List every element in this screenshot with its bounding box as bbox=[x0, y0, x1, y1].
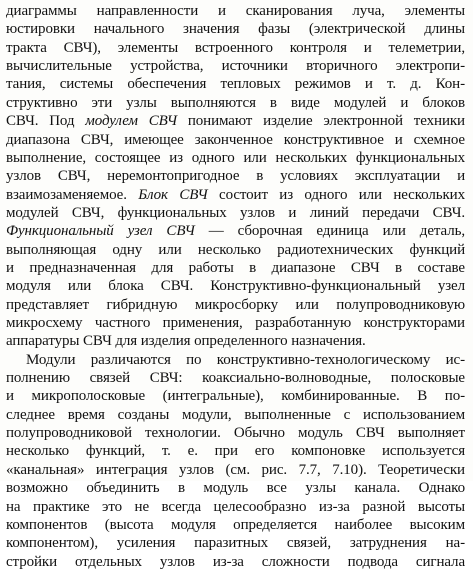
text-run: модулей СВЧ, функциональных узлов и линий передачи СВЧ. bbox=[6, 204, 465, 221]
text-run: «канальная» интеграция узлов (см. рис. 7.7, 7.10). Теоретически bbox=[6, 461, 465, 478]
text-line bbox=[6, 516, 465, 534]
text-line bbox=[26, 351, 465, 369]
text-run: и микрополосковые (интегральные), комбинированные. В по- bbox=[6, 388, 465, 405]
text-line bbox=[6, 534, 465, 552]
text-run: компонентом), усиления паразитных связей, затруднения на- bbox=[6, 535, 465, 552]
text-line bbox=[6, 20, 465, 38]
text-run: выполняющая одну или несколько радиотехнических функций bbox=[6, 241, 465, 258]
text-run: СВЧ. Под bbox=[6, 113, 86, 130]
text-line bbox=[6, 57, 465, 75]
text-run: модуля или блока СВЧ. Конструктивно-функциональный узел bbox=[6, 278, 465, 295]
text-run: микросхему частного применения, разработанную конструкторами bbox=[6, 315, 465, 331]
text-line bbox=[6, 461, 465, 479]
text-line bbox=[6, 131, 465, 149]
text-run: стройки отдельных узлов из-за сложности подвода сигнала bbox=[6, 553, 465, 570]
text-line bbox=[6, 259, 465, 277]
italic-term: модулем СВЧ bbox=[85, 113, 177, 130]
text-run: тракта СВЧ), элементы встроенного контроля и телеметрии, bbox=[6, 39, 465, 56]
text-run: возможно объединить в модуль все узлы канала. Однако bbox=[6, 480, 465, 497]
text-line bbox=[6, 39, 465, 57]
text-run: — сборочная единица или деталь, bbox=[194, 223, 465, 240]
text-line bbox=[6, 406, 465, 424]
text-line bbox=[6, 424, 465, 442]
text-line bbox=[6, 222, 465, 240]
text-line bbox=[6, 149, 465, 167]
text-run: понимают изделие электронной техники bbox=[177, 113, 465, 130]
text-run: Модули различаются по конструктивно-технологическому ис- bbox=[26, 351, 465, 368]
text-run: на практике это не всегда целесообразно из-за разной высоты bbox=[6, 498, 465, 515]
text-line bbox=[6, 442, 465, 460]
text-run: диаграммы направленности и сканирования луча, элементы bbox=[6, 3, 465, 19]
text-line bbox=[6, 241, 465, 259]
text-line bbox=[6, 2, 465, 20]
text-run: состоит из одного или нескольких bbox=[207, 186, 465, 203]
text-line bbox=[6, 112, 465, 130]
text-line bbox=[6, 277, 465, 295]
text-run: полнению связей СВЧ: коаксиально-волноводные, полосковые bbox=[6, 370, 465, 386]
text-run: выполнение, состоящее из одного или нескольких функциональных bbox=[6, 149, 465, 166]
text-line bbox=[6, 167, 465, 185]
text-line bbox=[6, 479, 465, 497]
text-run: аппаратуры СВЧ для изделия определенного назначения. bbox=[6, 333, 366, 350]
text-run: тания, системы обеспечения тепловых режимов и т. д. Кон- bbox=[6, 76, 465, 93]
text-line bbox=[6, 296, 465, 314]
text-run: полупроводниковой технологии. Обычно модуль СВЧ выполняет bbox=[6, 425, 465, 442]
text-run: компонентов (высота модуля определяется наиболее высоким bbox=[6, 516, 465, 533]
italic-term: Функциональный узел СВЧ bbox=[6, 223, 195, 240]
text-run: следнее время созданы модули, выполненные с использованием bbox=[6, 406, 465, 423]
text-run: структивно эти узлы выполняются в виде модулей и блоков bbox=[6, 94, 465, 111]
text-run: вычислительные устройства, источники вторичного электропи- bbox=[6, 58, 465, 75]
text-run: представляет гибридную микросборку или полупроводниковую bbox=[6, 296, 465, 313]
text-line bbox=[6, 186, 465, 204]
text-line bbox=[6, 332, 465, 350]
text-line bbox=[6, 553, 465, 571]
text-run: юстировки начального значения фазы (электрической длины bbox=[6, 21, 465, 38]
italic-term: Блок СВЧ bbox=[138, 186, 208, 203]
text-run: узлов СВЧ, неремонтопригодное в условиях эксплуатации и bbox=[6, 168, 465, 185]
text-run: взаимозаменяемое. bbox=[6, 186, 139, 203]
text-line bbox=[6, 498, 465, 516]
text-line bbox=[6, 94, 465, 112]
text-line bbox=[6, 314, 465, 332]
text-line bbox=[6, 387, 465, 405]
text-run: и предназначенная для работы в диапазоне СВЧ в составе bbox=[6, 259, 465, 276]
text-run: диапазона СВЧ, имеющее законченное конструктивное и схемное bbox=[6, 131, 465, 148]
text-run: несколько функций, т. е. при его компоновке используется bbox=[6, 443, 465, 460]
text-line bbox=[6, 204, 465, 222]
text-line bbox=[6, 369, 465, 387]
text-line bbox=[6, 75, 465, 93]
